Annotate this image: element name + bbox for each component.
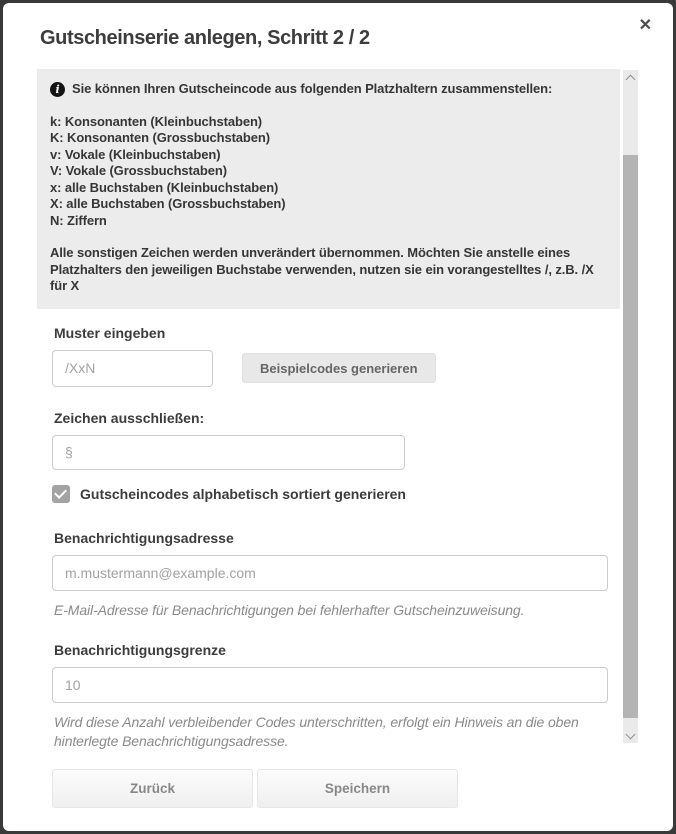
sort-alphabetically-checkbox[interactable] — [52, 485, 70, 503]
dialog-body — [37, 69, 620, 808]
notification-limit-label: Benachrichtigungsgrenze — [54, 641, 226, 658]
sort-alphabetically-row — [52, 485, 620, 503]
close-icon[interactable]: ✕ — [638, 17, 652, 34]
pattern-input[interactable] — [52, 350, 213, 387]
placeholder-info-box — [37, 69, 620, 309]
placeholder-item: K: Konsonanten (Grossbuchstaben) — [50, 130, 270, 145]
chevron-up-icon — [626, 75, 636, 85]
save-button[interactable]: Speichern — [257, 769, 458, 808]
pattern-group — [52, 325, 620, 387]
exclude-label: Zeichen ausschließen: — [54, 409, 205, 426]
checkmark-icon — [54, 486, 67, 499]
scroll-down-icon[interactable] — [623, 728, 638, 743]
notification-limit-help: Wird diese Anzahl verbleibender Codes unterschritten, erfolgt ein Hinweis an die oben hinterlegte Benachrichtigungsadresse. — [54, 713, 579, 749]
notification-address-group — [52, 530, 620, 620]
dialog-footer — [52, 769, 620, 808]
placeholder-item: V: Vokale (Grossbuchstaben) — [50, 163, 227, 178]
notification-address-help: E-Mail-Adresse für Benachrichtigungen bei fehlerhafter Gutscheinzuweisung. — [54, 601, 525, 618]
create-voucher-series-dialog — [3, 3, 673, 831]
exclude-group — [52, 410, 620, 470]
pattern-row — [52, 350, 620, 387]
back-button[interactable]: Zurück — [52, 769, 253, 808]
placeholder-item: k: Konsonanten (Kleinbuchstaben) — [50, 113, 263, 129]
notification-limit-input[interactable] — [52, 667, 608, 703]
info-icon: i — [50, 82, 65, 97]
vertical-scrollbar[interactable] — [623, 70, 638, 743]
voucher-form — [52, 325, 620, 751]
notification-address-label: Benachrichtigungsadresse — [54, 529, 234, 546]
placeholder-item: X: alle Buchstaben (Grossbuchstaben) — [50, 196, 286, 211]
placeholder-list — [50, 114, 608, 230]
chevron-down-icon — [626, 730, 636, 740]
notification-address-input[interactable] — [52, 555, 608, 591]
placeholder-item: x: alle Buchstaben (Kleinbuchstaben) — [50, 179, 279, 195]
sort-alphabetically-label: Gutscheincodes alphabetisch sortiert generieren — [80, 485, 406, 502]
info-note-text: Alle sonstigen Zeichen werden unverändert übernommen. Möchten Sie anstelle eines Platzhalters den jeweiligen Buchstabe verwenden, nutzen sie ein vorangestelltes /, z.B. /X für X — [50, 245, 594, 293]
placeholder-item: N: Ziffern — [50, 212, 107, 228]
dialog-title: Gutscheinserie anlegen, Schritt 2 / 2 — [40, 27, 370, 49]
placeholder-item: v: Vokale (Kleinbuchstaben) — [50, 146, 221, 162]
generate-sample-codes-button[interactable]: Beispielcodes generieren — [242, 353, 436, 383]
scrollbar-thumb[interactable] — [623, 155, 638, 718]
info-intro-row — [50, 81, 608, 98]
pattern-label: Muster eingeben — [54, 324, 166, 341]
notification-limit-group — [52, 642, 620, 751]
exclude-characters-input[interactable] — [52, 435, 405, 470]
scroll-up-icon[interactable] — [623, 70, 638, 85]
info-intro-text: Sie können Ihren Gutscheincode aus folgenden Platzhaltern zusammenstellen: — [72, 81, 553, 96]
